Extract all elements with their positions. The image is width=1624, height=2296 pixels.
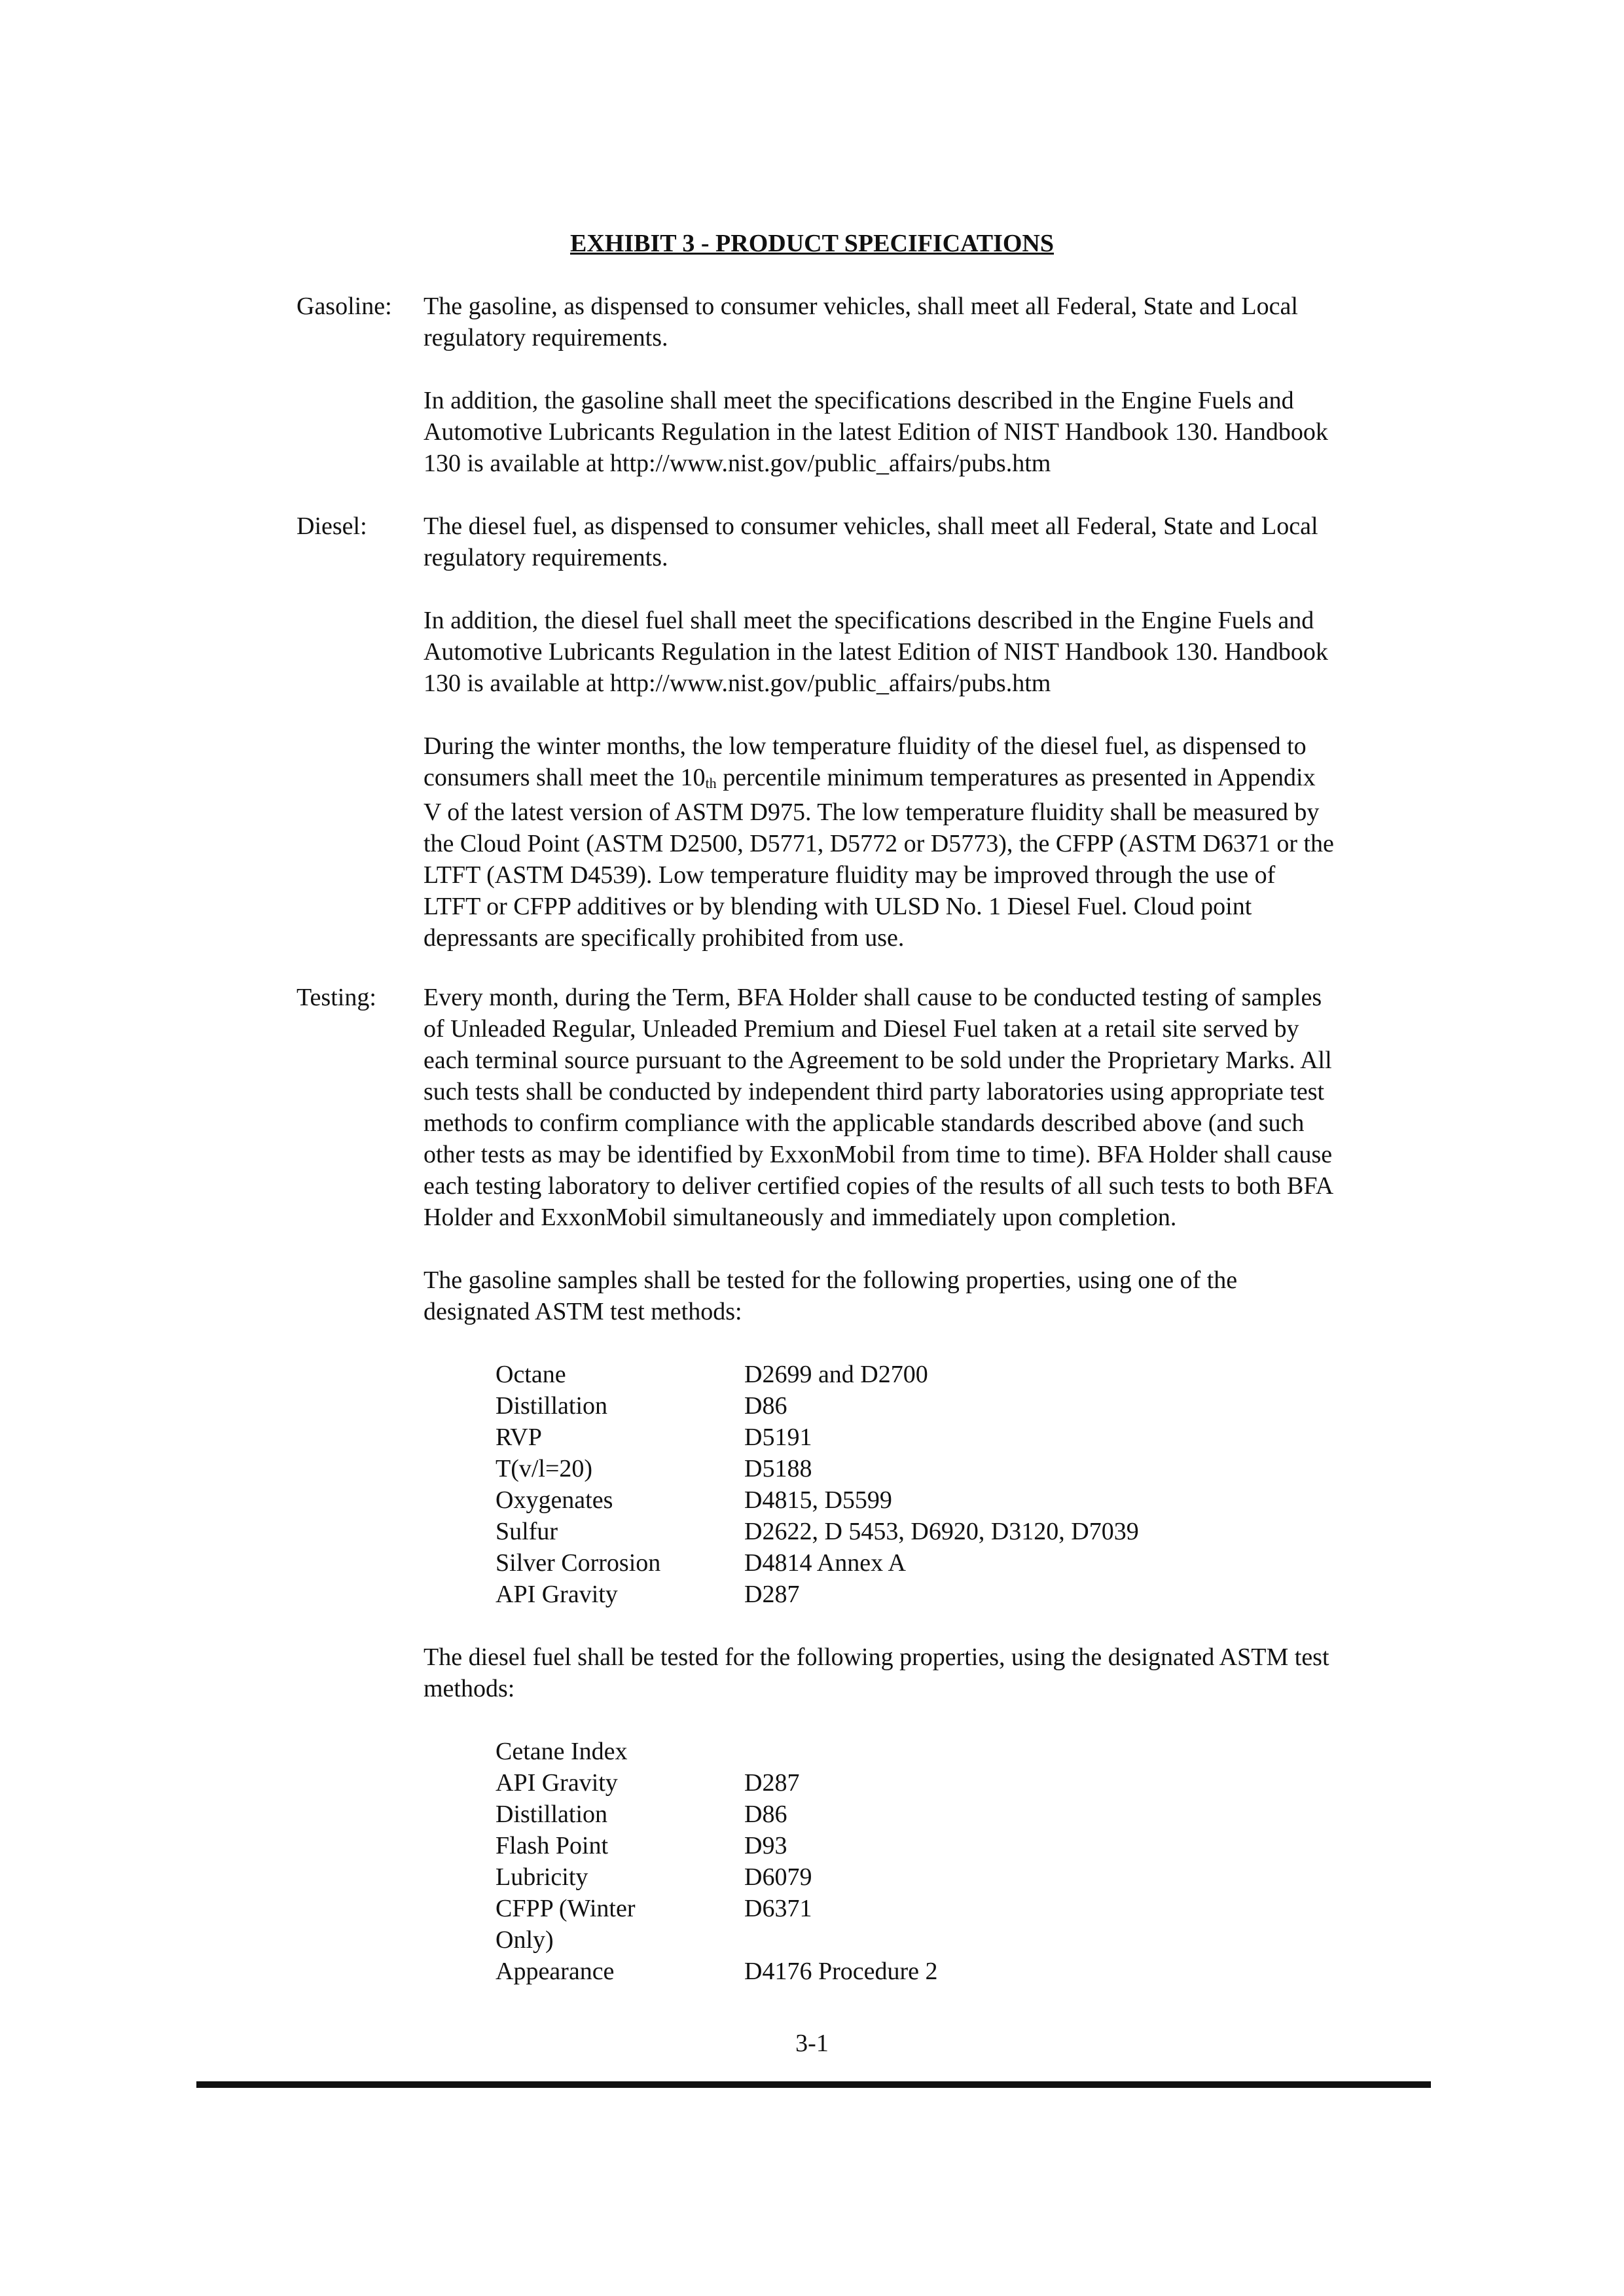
gasoline-paragraph-2 [424, 385, 1445, 479]
property-cell: Appearance [496, 1958, 615, 1985]
table-row [496, 1799, 937, 1830]
gasoline-paragraph-1 [424, 291, 1445, 353]
diesel-paragraph-2 [424, 605, 1445, 699]
property-cell: Distillation [496, 1801, 607, 1828]
table-row [496, 1767, 937, 1799]
table-row [496, 1579, 1139, 1610]
property-cell: Lubricity [496, 1863, 588, 1891]
table-row [496, 1516, 1139, 1547]
text-line: The diesel fuel, as dispensed to consumer vehicles, shall meet all Federal, State and Local [424, 512, 1318, 540]
table-row [496, 1359, 1139, 1390]
method-cell: D4176 Procedure 2 [744, 1958, 938, 1985]
method-cell: D2699 and D2700 [744, 1361, 928, 1388]
method-cell: D2622, D 5453, D6920, D3120, D7039 [744, 1518, 1139, 1545]
text-line: each terminal source pursuant to the Agreement to be sold under the Proprietary Marks. All [424, 1047, 1332, 1074]
text-line: the Cloud Point (ASTM D2500, D5771, D5772 or D5773), the CFPP (ASTM D6371 or the [424, 830, 1334, 857]
text-line: The diesel fuel shall be tested for the following properties, using the designated ASTM test [424, 1643, 1329, 1671]
testing-paragraph-2 [424, 1265, 1445, 1327]
property-cell: T(v/l=20) [496, 1455, 593, 1482]
method-cell: D4815, D5599 [744, 1486, 892, 1514]
text-line: 130 is available at http://www.nist.gov/public_affairs/pubs.htm [424, 450, 1051, 477]
testing-paragraph-1 [424, 982, 1445, 1233]
method-cell: D5191 [744, 1424, 812, 1451]
property-cell: Octane [496, 1361, 566, 1388]
text-line: such tests shall be conducted by independent third party laboratories using appropriate test [424, 1078, 1325, 1105]
text-line: LTFT (ASTM D4539). Low temperature fluidity may be improved through the use of [424, 861, 1276, 889]
text-line: In addition, the diesel fuel shall meet the specifications described in the Engine Fuels and [424, 607, 1314, 634]
property-cell: Silver Corrosion [496, 1549, 661, 1577]
text-line: In addition, the gasoline shall meet the specifications described in the Engine Fuels and [424, 387, 1294, 414]
text-line: designated ASTM test methods: [424, 1298, 742, 1325]
method-cell: D93 [744, 1832, 787, 1859]
table-row [496, 1924, 937, 1956]
table-row [496, 1390, 1139, 1422]
diesel-label: Diesel: [297, 512, 367, 540]
text-line: During the winter months, the low temperature fluidity of the diesel fuel, as dispensed to [424, 732, 1307, 760]
text-line: depressants are specifically prohibited from use. [424, 924, 905, 952]
method-cell: D4814 Annex A [744, 1549, 906, 1577]
text-line: V of the latest version of ASTM D975. The low temperature fluidity shall be measured by [424, 798, 1320, 826]
text-line: each testing laboratory to deliver certified copies of the results of all such tests to both BFA [424, 1172, 1334, 1200]
text-line: Every month, during the Term, BFA Holder shall cause to be conducted testing of samples [424, 984, 1322, 1011]
text-line: Holder and ExxonMobil simultaneously and immediately upon completion. [424, 1204, 1177, 1231]
text-line: regulatory requirements. [424, 324, 668, 351]
table-row [496, 1830, 937, 1861]
table-row [496, 1956, 937, 1987]
text-line: other tests as may be identified by ExxonMobil from time to time). BFA Holder shall cause [424, 1141, 1333, 1168]
text-fragment: percentile minimum temperatures as presented in Appendix [716, 764, 1316, 791]
property-cell: Distillation [496, 1392, 607, 1420]
property-cell: RVP [496, 1424, 542, 1451]
text-line: Automotive Lubricants Regulation in the latest Edition of NIST Handbook 130. Handbook [424, 418, 1328, 446]
text-line: methods: [424, 1675, 515, 1702]
table-row [496, 1422, 1139, 1453]
footer-divider [196, 2081, 1431, 2088]
property-cell: Flash Point [496, 1832, 609, 1859]
table-row [496, 1547, 1139, 1579]
page-title: EXHIBIT 3 - PRODUCT SPECIFICATIONS [569, 230, 1055, 257]
text-line [424, 762, 1445, 797]
property-cell: Sulfur [496, 1518, 558, 1545]
method-cell: D86 [744, 1392, 787, 1420]
text-fragment: consumers shall meet the 10 [424, 764, 706, 791]
property-cell: Only) [496, 1926, 554, 1954]
table-row [496, 1453, 1139, 1484]
table-row [496, 1736, 937, 1767]
text-line: regulatory requirements. [424, 544, 668, 571]
table-row [496, 1893, 937, 1924]
method-cell: D6371 [744, 1895, 812, 1922]
gasoline-label: Gasoline: [297, 293, 392, 320]
method-cell: D5188 [744, 1455, 812, 1482]
method-cell: D287 [744, 1769, 800, 1797]
property-cell: CFPP (Winter [496, 1895, 636, 1922]
text-line: The gasoline samples shall be tested for the following properties, using one of the [424, 1266, 1238, 1294]
diesel-paragraph-3 [424, 730, 1445, 954]
method-cell: D86 [744, 1801, 787, 1828]
text-line: methods to confirm compliance with the applicable standards described above (and such [424, 1109, 1305, 1137]
text-line: Automotive Lubricants Regulation in the latest Edition of NIST Handbook 130. Handbook [424, 638, 1328, 666]
testing-paragraph-3 [424, 1641, 1445, 1704]
table-row [496, 1861, 937, 1893]
ordinal-suffix: th [705, 775, 717, 791]
table-row [496, 1484, 1139, 1516]
property-cell: Cetane Index [496, 1738, 628, 1765]
diesel-test-table [496, 1736, 937, 1987]
property-cell: Oxygenates [496, 1486, 613, 1514]
text-line: of Unleaded Regular, Unleaded Premium and Diesel Fuel taken at a retail site served by [424, 1015, 1299, 1043]
text-line: The gasoline, as dispensed to consumer vehicles, shall meet all Federal, State and Local [424, 293, 1298, 320]
testing-label: Testing: [297, 984, 376, 1011]
diesel-paragraph-1 [424, 511, 1445, 573]
method-cell: D6079 [744, 1863, 812, 1891]
page-number: 3-1 [795, 2030, 829, 2057]
gasoline-test-table [496, 1359, 1139, 1610]
method-cell: D287 [744, 1581, 800, 1608]
property-cell: API Gravity [496, 1581, 618, 1608]
property-cell: API Gravity [496, 1769, 618, 1797]
text-line: LTFT or CFPP additives or by blending with ULSD No. 1 Diesel Fuel. Cloud point [424, 893, 1252, 920]
text-line: 130 is available at http://www.nist.gov/public_affairs/pubs.htm [424, 670, 1051, 697]
